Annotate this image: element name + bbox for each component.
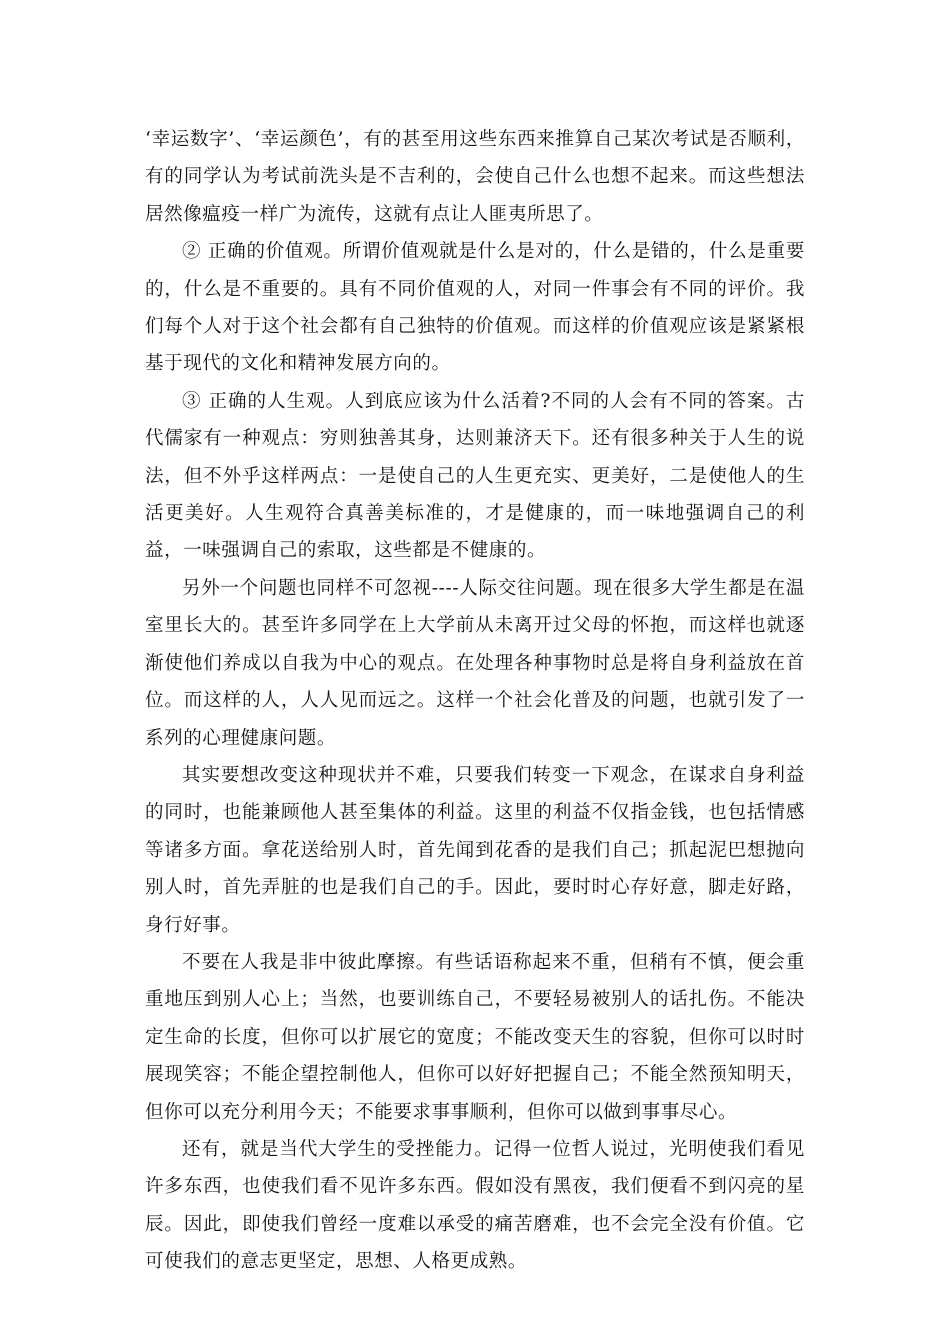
paragraph-lucky-items: ‘幸运数字’、‘幸运颜色’，有的甚至用这些东西来推算自己某次考试是否顺利，有的同学认为考试前洗头是不吉利的，会使自己什么也想不起来。而这些想法居然像瘟疫一样广为流传，这就有点让人匪夷所思了。 <box>145 129 805 225</box>
paragraph-change-mindset: 其实要想改变这种现状并不难，只要我们转变一下观念，在谋求自身利益的同时，也能兼顾他人甚至集体的利益。这里的利益不仅指金钱，也包括情感等诸多方面。拿花送给别人时，首先闻到花香的是我们自己；抓起泥巴想抛向别人时，首先弄脏的也是我们自己的手。因此，要时时心存好意，脚走好路，身行好事。 <box>145 764 805 936</box>
paragraph-outlook-on-life: ③ 正确的人生观。人到底应该为什么活着?不同的人会有不同的答案。古代儒家有一种观点：穷则独善其身，达则兼济天下。还有很多种关于人生的说法，但不外乎这样两点：一是使自己的人生更充实、更美好，二是使他人的生活更美好。人生观符合真善美标准的，才是健康的，而一味地强调自己的利益，一味强调自己的索取，这些都是不健康的。 <box>145 390 805 562</box>
paragraph-avoid-friction: 不要在人我是非中彼此摩擦。有些话语称起来不重，但稍有不慎，便会重重地压到别人心上；当然，也要训练自己，不要轻易被别人的话扎伤。不能决定生命的长度，但你可以扩展它的宽度；不能改变天生的容貌，但你可以时时展现笑容；不能企望控制他人，但你可以好好把握自己；不能全然预知明天，但你可以充分利用今天；不能要求事事顺利，但你可以做到事事尽心。 <box>145 951 805 1123</box>
body-text <box>145 121 805 1281</box>
paragraph-resilience: 还有，就是当代大学生的受挫能力。记得一位哲人说过，光明使我们看见许多东西，也使我们看不见许多东西。假如没有黑夜，我们便看不到闪亮的星辰。因此，即使我们曾经一度难以承受的痛苦磨难，也不会完全没有价值。它可使我们的意志更坚定，思想、人格更成熟。 <box>145 1138 805 1273</box>
paragraph-interpersonal: 另外一个问题也同样不可忽视----人际交往问题。现在很多大学生都是在温室里长大的。甚至许多同学在上大学前从未离开过父母的怀抱，而这样也就逐渐使他们养成以自我为中心的观点。在处理各种事物时总是将自身利益放在首位。而这样的人，人人见而远之。这样一个社会化普及的问题，也就引发了一系列的心理健康问题。 <box>145 577 805 749</box>
paragraph-values: ② 正确的价值观。所谓价值观就是什么是对的，什么是错的，什么是重要的，什么是不重要的。具有不同价值观的人，对同一件事会有不同的评价。我们每个人对于这个社会都有自己独特的价值观。而这样的价值观应该是紧紧根基于现代的文化和精神发展方向的。 <box>145 241 805 375</box>
